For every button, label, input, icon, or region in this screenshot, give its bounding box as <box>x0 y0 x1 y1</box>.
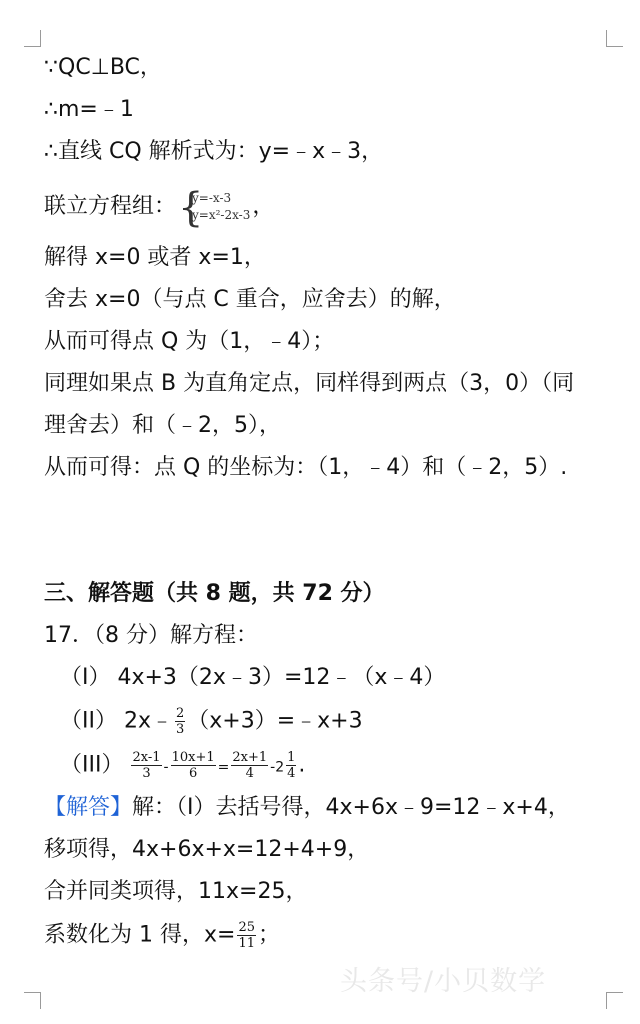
proof-line-10: 从而可得：点 Q 的坐标为：（1，﹣4）和（﹣2，5）. <box>44 455 568 480</box>
fraction-denominator: 4 <box>245 766 254 781</box>
equation-system <box>178 185 251 231</box>
section-heading: 三、解答题（共 8 题，共 72 分） <box>44 581 385 606</box>
problem-part-2 <box>60 706 363 737</box>
fraction-3 <box>231 750 268 781</box>
system-equation-2: y=x²-2x-3 <box>192 208 251 222</box>
solution-step-4-suffix: ； <box>257 922 280 948</box>
fraction-numerator: 2x+1 <box>232 750 268 765</box>
fraction-denominator: 4 <box>287 766 296 781</box>
proof-line-2: ∴m=﹣1 <box>44 97 134 122</box>
part-2-rest: （x+3）=﹣x+3 <box>187 708 363 734</box>
crop-mark-top-left <box>24 30 41 47</box>
proof-line-1: ∵QC⊥BC， <box>44 55 162 80</box>
problem-part-1: （I） 4x+3（2x﹣3）=12﹣（x﹣4） <box>60 665 446 690</box>
crop-mark-bottom-right <box>606 992 623 1009</box>
fraction-numerator: 10x+1 <box>171 750 215 765</box>
solution-line-1 <box>44 794 570 822</box>
solution-step-1: 解：（I）去括号得，4x+6x﹣9=12﹣x+4， <box>132 795 570 820</box>
watermark: 头条号/小贝数学 <box>340 966 547 997</box>
operator-minus-two: -2 <box>270 759 285 776</box>
fraction-denominator: 11 <box>238 936 255 951</box>
fraction-denominator: 6 <box>188 766 198 781</box>
fraction-numerator: 2x-1 <box>132 750 161 765</box>
fraction-2 <box>171 750 216 781</box>
fraction-numerator: 25 <box>238 920 255 935</box>
proof-line-9: 理舍去）和（﹣2，5）， <box>44 413 281 438</box>
operator-minus: - <box>163 759 169 776</box>
fraction-numerator: 2 <box>176 706 185 721</box>
proof-line-6: 舍去 x=0（与点 C 重合，应舍去）的解， <box>44 287 456 312</box>
brace-icon: { <box>178 185 204 231</box>
solution-line-2: 移项得，4x+6x+x=12+4+9， <box>44 837 370 862</box>
fraction-1 <box>131 750 161 781</box>
solution-line-4 <box>44 920 280 951</box>
crop-mark-bottom-left <box>24 992 41 1009</box>
part-3-end: . <box>298 752 306 778</box>
fraction-denominator: 3 <box>142 766 151 781</box>
fraction-numerator: 1 <box>287 750 296 765</box>
problem-part-3 <box>60 750 305 782</box>
solution-line-3: 合并同类项得，11x=25， <box>44 879 308 904</box>
fraction-4 <box>286 750 296 781</box>
crop-mark-top-right <box>606 30 623 47</box>
solution-step-4-prefix: 系数化为 1 得，x= <box>44 922 236 948</box>
fraction-two-thirds <box>175 706 185 737</box>
system-prefix: 联立方程组： <box>44 194 177 219</box>
operator-equals: = <box>217 759 230 776</box>
problem-statement: 17．（8 分）解方程： <box>44 623 258 648</box>
proof-line-3: ∴直线 CQ 解析式为：y=﹣x﹣3， <box>44 139 384 164</box>
solution-tag: 【解答】 <box>44 795 133 820</box>
proof-line-8: 同理如果点 B 为直角定点，同样得到两点（3，0）（同 <box>44 371 575 396</box>
proof-line-7: 从而可得点 Q 为（1，﹣4）； <box>44 329 335 354</box>
equation-system-line <box>44 185 275 231</box>
part-2-label: （II） 2x﹣ <box>60 708 173 734</box>
proof-line-5: 解得 x=0 或者 x=1， <box>44 245 266 270</box>
fraction-result <box>237 920 256 951</box>
fraction-denominator: 3 <box>176 722 185 737</box>
system-suffix: ， <box>252 194 275 219</box>
part-3-label: （III） <box>60 752 124 778</box>
system-equation-1: y=-x-3 <box>192 191 232 205</box>
